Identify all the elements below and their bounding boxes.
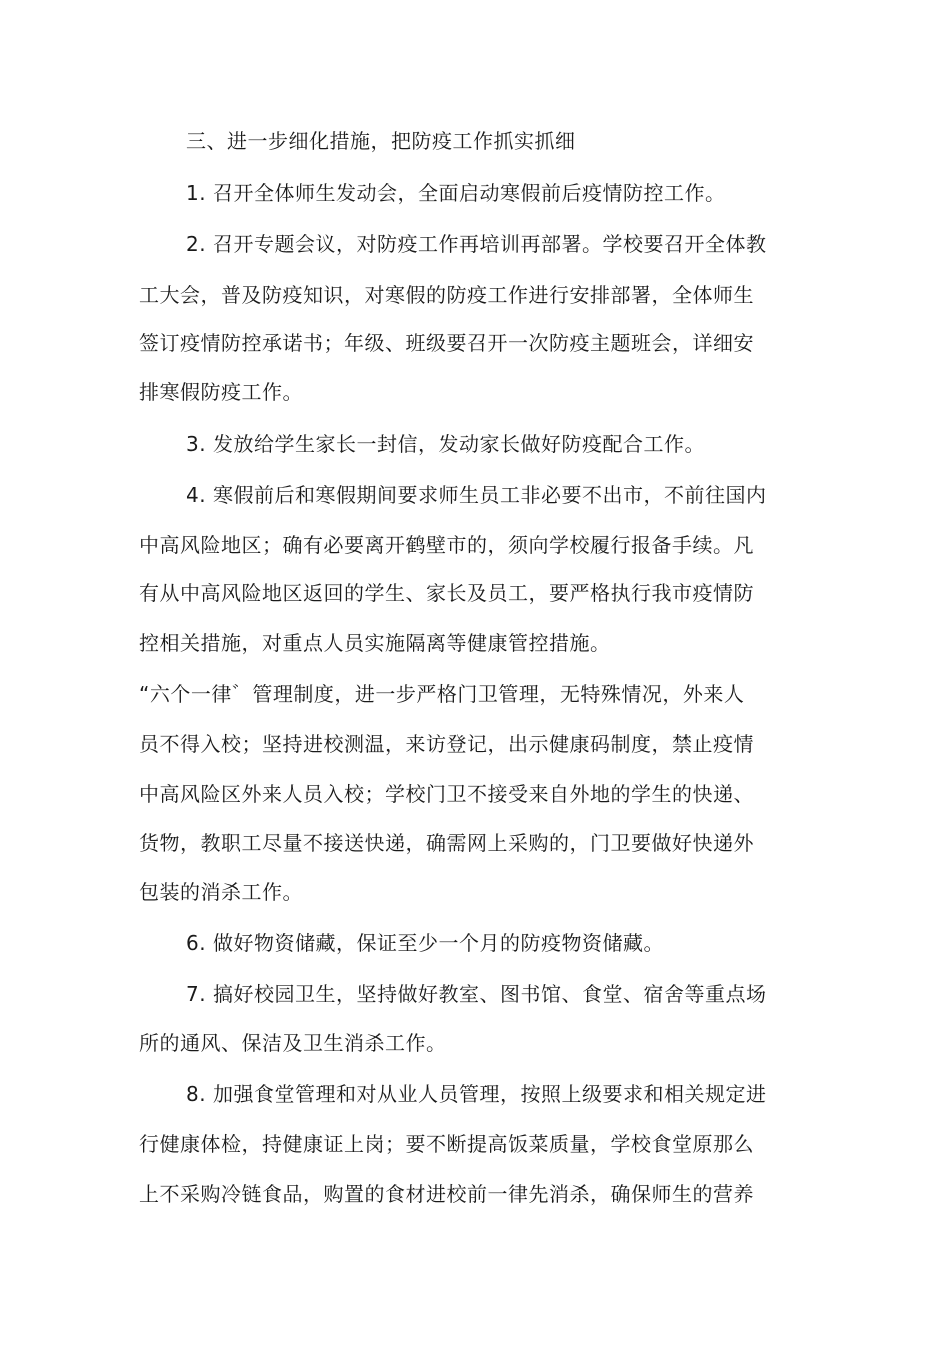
paragraph-line: 中高风险地区；确有必要离开鹤壁市的，须向学校履行报备手续。凡 [139, 533, 754, 557]
paragraph-line: 控相关措施，对重点人员实施隔离等健康管控措施。 [139, 631, 611, 655]
paragraph-line: 8. 加强食堂管理和对从业人员管理，按照上级要求和相关规定进 [186, 1082, 767, 1106]
paragraph-line: 工大会，普及防疫知识，对寒假的防疫工作进行安排部署，全体师生 [139, 283, 754, 307]
paragraph-line: 有从中高风险地区返回的学生、家长及员工，要严格执行我市疫情防 [139, 581, 754, 605]
paragraph-line: 签订疫情防控承诺书；年级、班级要召开一次防疫主题班会，详细安 [139, 331, 754, 355]
paragraph-line: 6. 做好物资储藏，保证至少一个月的防疫物资储藏。 [186, 931, 664, 955]
paragraph-line: 7. 搞好校园卫生，坚持做好教室、图书馆、食堂、宿舍等重点场 [186, 982, 767, 1006]
paragraph-line: 1. 召开全体师生发动会，全面启动寒假前后疫情防控工作。 [186, 181, 726, 205]
paragraph-line: 包装的消杀工作。 [139, 880, 303, 904]
paragraph-line: 3. 发放给学生家长一封信，发动家长做好防疫配合工作。 [186, 432, 705, 456]
paragraph-line: 货物，教职工尽量不接送快递，确需网上采购的，门卫要做好快递外 [139, 831, 754, 855]
paragraph-line: 4. 寒假前后和寒假期间要求师生员工非必要不出市，不前往国内 [186, 483, 767, 507]
paragraph-line: 员不得入校；坚持进校测温，来访登记，出示健康码制度，禁止疫情 [139, 732, 754, 756]
paragraph-line: 上不采购冷链食品，购置的食材进校前一律先消杀，确保师生的营养 [139, 1182, 754, 1206]
paragraph-line: 2. 召开专题会议，对防疫工作再培训再部署。学校要召开全体教 [186, 232, 767, 256]
paragraph-line: 所的通风、保洁及卫生消杀工作。 [139, 1031, 447, 1055]
section-heading: 三、进一步细化措施，把防疫工作抓实抓细 [186, 129, 576, 153]
paragraph-line: 行健康体检，持健康证上岗；要不断提高饭菜质量，学校食堂原那么 [139, 1132, 754, 1156]
paragraph-line: 中高风险区外来人员入校；学校门卫不接受来自外地的学生的快递、 [139, 782, 754, 806]
paragraph-line: 排寒假防疫工作。 [139, 380, 303, 404]
paragraph-line: “六个一律゛管理制度，进一步严格门卫管理，无特殊情况，外来人 [139, 682, 745, 706]
